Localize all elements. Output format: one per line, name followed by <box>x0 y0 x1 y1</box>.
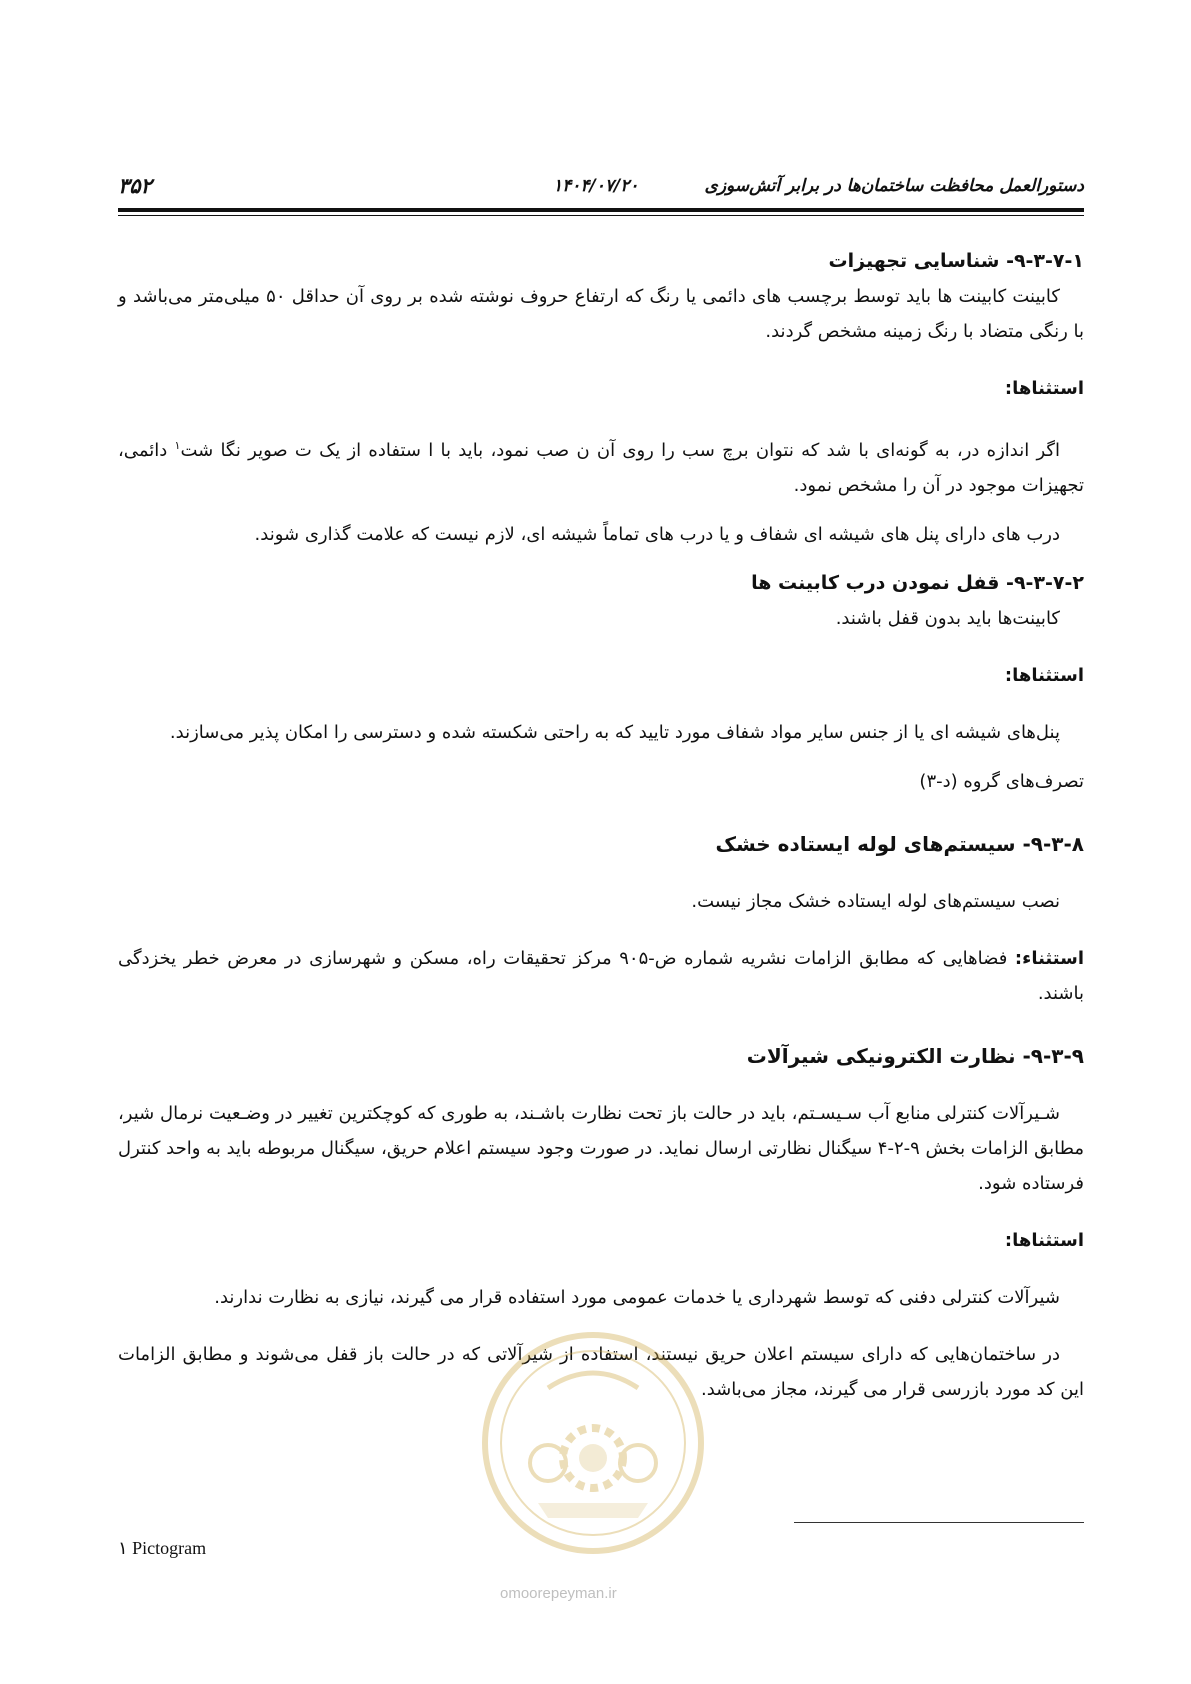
exceptions-label: استثناها: <box>1004 665 1084 686</box>
header-date: ۱۴۰۴/۰۷/۲۰ <box>553 176 639 196</box>
exception-item: شیرآلات کنترلی دفنی که توسط شهرداری یا خدمات عمومی مورد استفاده قرار می گیرند، نیازی به نظارت ندارند. <box>214 1287 1060 1308</box>
header-rule-thin <box>118 215 1084 216</box>
watermark-seal <box>478 1328 708 1558</box>
exceptions-label: استثناها: <box>1004 1230 1084 1251</box>
section-body: کابینت‌ها باید بدون قفل باشند. <box>835 608 1060 629</box>
section-body: نصب سیستم‌های لوله ایستاده خشک مجاز نیست. <box>691 891 1060 912</box>
section-heading: ۹-۳-۷-۱- شناسایی تجهیزات <box>828 250 1084 272</box>
exception-text: اگر اندازه در، به گونه‌ای با شد که نتوان برچ سب را روی آن ن صب نمود، باید با ا ستفاده از یک ت صویر نگا شت <box>180 440 1060 461</box>
header-title: دستورالعمل محافظت ساختمان‌ها در برابر آتش‌سوزی <box>704 176 1084 196</box>
exception-item <box>118 428 1084 503</box>
exception-label: استثناء: <box>1014 948 1084 969</box>
exception-item: تصرف‌های گروه (د-۳) <box>919 771 1084 792</box>
section-body: کابینت کابینت ها باید توسط برچسب های دائمی یا رنگ که ارتفاع حروف نوشته شده بر روی آن حداقل ۵۰ میلی‌متر می‌باشد و با رنگی متضاد با رنگ زمینه مشخص گردند. <box>118 286 1084 342</box>
footnote-ref: ۱ <box>174 439 181 452</box>
footnote: ۱ Pictogram <box>118 1538 207 1558</box>
exception-paragraph <box>118 941 1084 1011</box>
section-body: شـیرآلات کنترلی منابع آب سـیسـتم، باید در حالت باز تحت نظارت باشـند، به طوری که کوچکترین تغییر در وضـعیت نرمال شیر، مطابق الزامات بخش ۹-۲-۴ سیگنال نظارتی ارسال نماید. در صورت وجود سیستم اعلام حریق، سیگنال مربوطه باید به واحد کنترل فرستاده شود. <box>118 1103 1084 1194</box>
main-content <box>118 244 1084 1407</box>
header-rule-thick <box>118 208 1084 212</box>
exception-item: درب های دارای پنل های شیشه ای شفاف و یا درب های تماماً شیشه ای، لازم نیست که علامت گذاری شوند. <box>254 524 1060 545</box>
exception-text: فضاهایی که مطابق الزامات نشریه شماره ض-۹۰۵ مرکز تحقیقات راه، مسکن و شهرسازی در معرض خطر یخزدگی باشند. <box>118 948 1084 1004</box>
exceptions-label: استثناها: <box>1004 378 1084 399</box>
exception-text: دائمی، تجهیزات موجود در آن را مشخص نمود. <box>118 440 1084 496</box>
exception-item: در ساختمان‌هایی که دارای سیستم اعلان حریق نیستند، استفاده از شیرآلاتی که در حالت باز قفل می‌شوند و مطابق الزامات این کد مورد بازرسی قرار می گیرند، مجاز می‌باشد. <box>118 1344 1084 1400</box>
exception-item: پنل‌های شیشه ای یا از جنس سایر مواد شفاف مورد تایید که به راحتی شکسته شده و دسترسی را امکان پذیر می‌سازند. <box>169 722 1060 743</box>
section-heading: ۹-۳-۸- سیستم‌های لوله ایستاده خشک <box>715 832 1084 856</box>
section-heading: ۹-۳-۹- نظارت الکترونیکی شیرآلات <box>746 1044 1084 1068</box>
section-heading: ۹-۳-۷-۲- قفل نمودن درب کابینت ها <box>751 572 1084 594</box>
page-number: ۳۵۲ <box>118 174 152 198</box>
running-header <box>118 172 1084 202</box>
watermark-url: omoorepeyman.ir <box>500 1585 617 1602</box>
footnote-separator <box>794 1522 1084 1523</box>
